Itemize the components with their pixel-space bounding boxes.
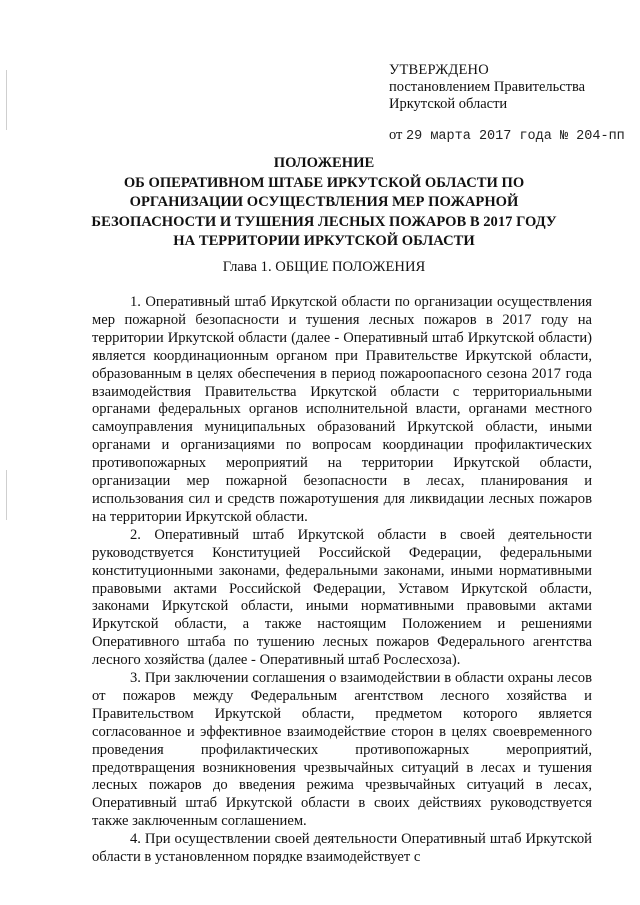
scan-edge-mark xyxy=(6,70,7,130)
approval-line: постановлением Правительства xyxy=(389,79,586,95)
paragraph: 4. При осуществлении своей деятельности Оперативный штаб Иркутской области в установленном порядке взаимодействует с xyxy=(92,831,592,866)
approval-stamp: УТВЕРЖДЕНО xyxy=(389,62,489,78)
approval-line: Иркутской области xyxy=(389,96,508,112)
document-title xyxy=(60,154,588,252)
title-line: ОРГАНИЗАЦИИ ОСУЩЕСТВЛЕНИЯ МЕР ПОЖАРНОЙ xyxy=(129,194,519,210)
chapter-heading: Глава 1. ОБЩИЕ ПОЛОЖЕНИЯ xyxy=(222,259,426,275)
title-line: НА ТЕРРИТОРИИ ИРКУТСКОЙ ОБЛАСТИ xyxy=(173,233,475,249)
title-line: БЕЗОПАСНОСТИ И ТУШЕНИЯ ЛЕСНЫХ ПОЖАРОВ В 2017 ГОДУ xyxy=(91,213,557,230)
title-line: ПОЛОЖЕНИЕ xyxy=(273,155,375,171)
reference-handwritten: 29 марта 2017 года № 204-пп xyxy=(406,129,625,144)
paragraph: 1. Оперативный штаб Иркутской области по организации осуществления мер пожарной безопасности и тушения лесных пожаров в 2017 году на территории Иркутской области (далее - Оперативный штаб Иркутской области) является координационным органом при Правительстве Иркутской области, образованным в целях обеспечения в период пожароопасного сезона 2017 года взаимодействия Правительства Иркутской области с территориальными органами федеральных органов исполнительной власти, органами местного самоуправления муниципальных образований Иркутской области, иными органами и организациями по вопросам координации профилактических противопожарных мероприятий на территории Иркутской области, организации мер пожарной безопасности в лесах, планирования и использования сил и средств пожаротушения для ликвидации лесных пожаров на территории Иркутской области. xyxy=(92,294,592,525)
approval-block xyxy=(389,62,629,145)
paragraph: 2. Оперативный штаб Иркутской области в своей деятельности руководствуется Конституцией Российской Федерации, федеральными конституционными законами, федеральными законами, иными нормативными правовыми актами Российской Федерации, Уставом Иркутской области, законами Иркутской области, иными нормативными правовыми актами Иркутской области, а также настоящим Положением и решениями Оперативного штаба по тушению лесных пожаров Федерального агентства лесного хозяйства (далее - Оперативный штаб Рослесхоза). xyxy=(92,526,592,669)
reference-prefix: от xyxy=(389,127,403,143)
document-body xyxy=(92,294,592,867)
paragraph: 3. При заключении соглашения о взаимодействии в области охраны лесов от пожаров между Федеральным агентством лесного хозяйства и Правительством Иркутской области, предметом которого является согласованное и эффективное взаимодействие сторон в целях своевременного проведения профилактических противопожарных мероприятий, предотвращения возникновения чрезвычайных ситуаций в лесах и тушения лесных пожаров до введения режима чрезвычайных ситуаций в лесах, Оперативный штаб Иркутской области в своих действиях руководствуется также заключенным соглашением. xyxy=(92,670,592,830)
title-line: ОБ ОПЕРАТИВНОМ ШТАБЕ ИРКУТСКОЙ ОБЛАСТИ ПО xyxy=(123,174,525,191)
approval-reference xyxy=(389,127,629,145)
scan-edge-mark xyxy=(6,470,7,520)
